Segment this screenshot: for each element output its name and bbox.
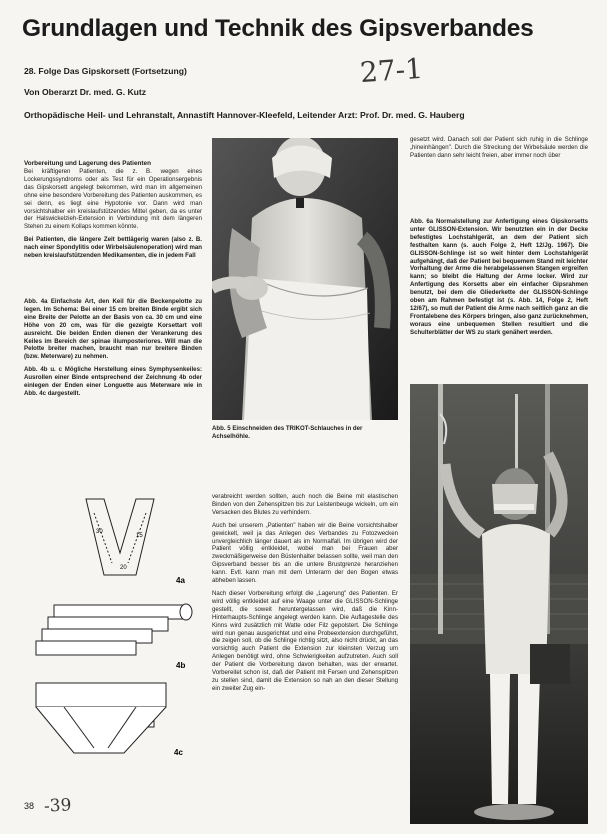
paragraph: Nach dieser Vorbereitung erfolgt die „Lagerung" des Patienten. Er wird völlig entkleidet auf eine Waage unter die GLISSON-Schlinge gestellt, die soweit heruntergelassen wird, daß die Kinn-Hinterhaupts-Schlinge angelegt werden kann. Die Auflagestelle des Kinns wird zusätzlich mit Watte oder Filz gepolstert. Die Schlinge wird nun genau ausgerichtet und eine Probeextension durchgeführt, die zeigen soll, ob die Schlinge richtig sitzt, also nicht drückt, an das vorsichtig auch Patient die Extension zur kleinsten Verzug um Anlegen benötigt wird, ohne Schwierigkeiten aufzutreten. Auch soll der Patient die Vorbereitung davon behalten, was der erwartet. Vorbereitet schon ist, daß der Patient mit Fersen und Zehenspitzen zu stellen sind, damit die Extension so nah an den dieser Stellung ein zweiter Zug ein-	[212, 589, 398, 692]
institution-line: Orthopädische Heil- und Lehranstalt, Annastift Hannover-Kleefeld, Leitender Arzt: Prof. Dr. med. G. Hauberg	[24, 110, 465, 120]
series-line: 28. Folge Das Gipskorsett (Fortsetzung)	[24, 66, 187, 76]
figure-5-caption: Abb. 5 Einschneiden des TRIKOT-Schlauches in der Achselhöhle.	[212, 425, 363, 440]
figure-4a-label: 4a	[176, 576, 185, 585]
column-right-top	[410, 136, 588, 165]
figure-4a-caption	[24, 298, 202, 361]
author-line: Von Oberarzt Dr. med. G. Kutz	[24, 87, 147, 97]
dimension-label: 20	[120, 565, 127, 571]
figure-4b-label: 4b	[176, 661, 186, 670]
figure-6a-caption	[410, 218, 588, 342]
article-title: Grundlagen und Technik des Gipsverbandes	[22, 15, 534, 42]
paragraph: Bei Patienten, die längere Zeit bettlägerig waren (also z. B. nach einer Spondylitis oder Wirbelsäulenoperation) wird man neben kreislaufstützenden Medikamenten, die in jedem Fall	[24, 236, 202, 260]
caption-title: Abb. 6a Normalstellung zur Anfertigung eines Gipskorsetts unter GLISSON-Extension.	[410, 218, 588, 233]
figure-5-photo	[212, 138, 398, 420]
paragraph: gesetzt wird. Danach soll der Patient sich ruhig in die Schlinge „hineinhängen". Durch die Streckung der Wirbelsäule werden die Patienten dann sehr leicht freien, aber immer noch über	[410, 136, 588, 159]
dimension-label: 30	[96, 529, 103, 535]
handwritten-number: 27-1	[358, 51, 424, 90]
dimension-label: 15	[136, 533, 143, 539]
section-heading: Vorbereitung und Lagerung des Patienten	[24, 160, 151, 167]
caption-title: Abb. 4b u. c Mögliche Herstellung eines Symphysenkeiles:	[24, 366, 202, 374]
figure-4bc-caption	[24, 366, 202, 398]
figure-4c-label: 4c	[174, 748, 183, 757]
caption-body: Ausrollen einer Binde entsprechend der Zeichnung 4b oder einlegen der Enden einer Longuette aus Meterware wie in Abb. 4c dargestellt.	[24, 374, 202, 397]
caption-body: Wir benutzten ein in der Decke befestigtes Lochstahlgerät, an dem der Patient sich festhalten kann (s. auch Folge 2, Heft 12/Jg. 1967). Die GLISSON-Schlinge ist so weit hinter dem Lochstahlgerät aufgehängt, daß der Patient bei bequemem Stand mit leichter Vorhaltung der Arme die herabgelassenen Stangen ergreifen kann; so bleibt die Haltung der Arme locker. Wird zur Anfertigung des Korsetts aber ein einfacher Gipsrahmen benutzt, bei dem die Gliederkette der GLISSON-Schlinge oben am Rahmen befestigt ist (s. Abb. 14, Folge 2, Heft 12/67), so muß der Patient die Arme nach seitlich ganz an die Frontalebene des Körpers bringen, also ganz zurücknehmen, woraus eine unbequemen Stellen resultiert und die Schulterblätter der WS zu stark genähert werden.	[410, 225, 588, 336]
paragraph: Bei kräftigeren Patienten, die z. B. wegen eines Lockerungssyndroms oder als Test für ein Operationsergebnis das Gipskorsett angelegt bekommen, wird man im allgemeinen ohne eine besondere Vorbereitung des Patienten auskommen, es sei denn, es liegt eine Hypotonie vor. Dann wird man vorsichtshalber ein kreislaufstützendes Mittel geben, da es unter der Halswickelzieh-Extension in Verbindung mit dem längeren Stehen zu einem Kollaps kommen könnte.	[24, 168, 202, 231]
caption-title: Abb. 4a Einfachste Art, den Keil für die Beckenpelotte zu legen.	[24, 297, 202, 313]
figure-6a-photo	[410, 384, 588, 824]
paragraph: verabreicht werden sollten, auch noch die Beine mit elastischen Binden von den Zehenspitzen bis zur Leistenbeuge wickeln, um ein Versacken des Blutes zu verhindern.	[212, 493, 398, 516]
page-number: 38	[24, 801, 35, 811]
paragraph: Auch bei unserem „Patienten" haben wir die Beine vorsichtshalber gewickelt, weil ja das Anlegen des Verbandes zu Fotozwecken unvergleichlich länger dauert als im Normalfall. Im übrigen wird der Patient völlig entkleidet, wobei man bei Frauen aber zweckmäßigerweise den Büstenhalter belassen sollte, weil man den Gipsverband besser bis an die untere Brustgrenze heranziehen kann. Evtl. kann man mit dem Unterarm der den Bogen etwas abheben lassen.	[212, 521, 398, 585]
figure-4-drawings	[24, 493, 202, 813]
handwritten-page-number: -39	[43, 795, 72, 817]
caption-body: Im Schema: Bei einer 15 cm breiten Binde ergibt sich eine Breite der Pelotte an der Basis von ca. 30 cm und eine Höhe von 20 cm, was für die gezeigte Korsettart voll ausreicht. Die beiden Enden dienen der Verankerung des Keiles im Bereich der spinae iliumposteriores. Will man die Pelotte breiter machen, braucht man nur breitere Binden (bzw. Meterware) zu nehmen.	[24, 305, 202, 361]
column-left	[24, 160, 202, 403]
column-middle	[212, 493, 398, 698]
